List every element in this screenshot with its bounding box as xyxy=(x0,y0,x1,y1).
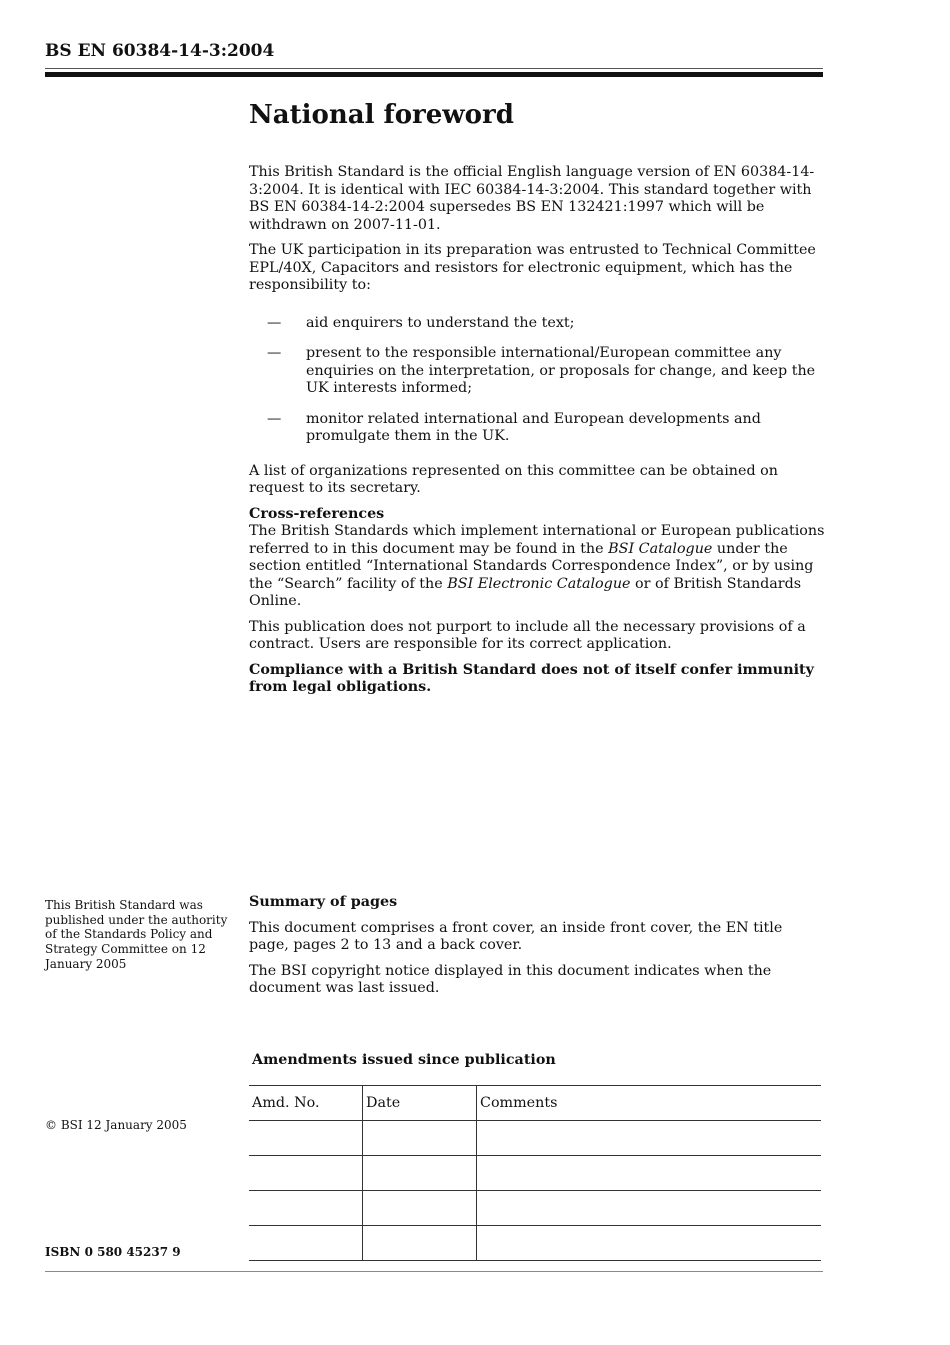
amendments-table xyxy=(249,1085,821,1261)
cross-references-paragraph xyxy=(249,523,825,611)
summary-section xyxy=(249,894,825,1006)
publication-note: This British Standard was published under the authority of the Standards Policy and Strategy Committee on 12 January 2005 xyxy=(45,898,228,971)
text-run: under the section entitled “International Standards Correspondence Index”, or by using the “Search” facility of the xyxy=(249,540,814,592)
list-item-text: monitor related international and European developments and promulgate them in the UK. xyxy=(306,410,761,444)
table-cell xyxy=(477,1226,822,1261)
table-cell xyxy=(363,1156,477,1191)
copyright-note: © BSI 12 January 2005 xyxy=(45,1118,187,1132)
list-item-text: aid enquirers to understand the text; xyxy=(306,314,575,331)
table-cell xyxy=(477,1156,822,1191)
bsi-electronic-catalogue-title: BSI Electronic Catalogue xyxy=(447,575,631,592)
foreword-paragraph: The UK participation in its preparation was entrusted to Technical Committee EPL/40X, Capacitors and resistors for electronic equipment, which has the responsibility to: xyxy=(249,242,816,293)
table-row xyxy=(249,1121,821,1156)
table-cell xyxy=(363,1226,477,1261)
column-header-comments: Comments xyxy=(477,1086,822,1121)
amendments-title: Amendments issued since publication xyxy=(252,1052,556,1068)
table-cell xyxy=(249,1121,363,1156)
summary-heading: Summary of pages xyxy=(249,894,398,910)
table-row xyxy=(249,1226,821,1261)
dash-bullet: — xyxy=(267,410,282,427)
table-header-row xyxy=(249,1086,821,1121)
table-cell xyxy=(249,1191,363,1226)
table-cell xyxy=(249,1226,363,1261)
table-cell xyxy=(477,1191,822,1226)
table-cell xyxy=(477,1121,822,1156)
list-item-text: present to the responsible international/European committee any enquiries on the interpretation, or proposals for change, and keep the UK interests informed; xyxy=(306,345,816,396)
page-title: National foreword xyxy=(249,100,514,130)
table-row xyxy=(249,1156,821,1191)
bsi-catalogue-title: BSI Catalogue xyxy=(608,540,713,557)
foreword-paragraph: This British Standard is the official English language version of EN 60384-14-3:2004. It is identical with IEC 60384-14-3:2004. This standard together with BS EN 60384-14-2:2004 supersedes BS EN 132421:1997 which will be withdrawn on 2007-11-01. xyxy=(249,164,815,233)
summary-paragraph: This document comprises a front cover, an inside front cover, the EN title page, pages 2 to 13 and a back cover. xyxy=(249,919,783,953)
compliance-statement: Compliance with a British Standard does not of itself confer immunity from legal obligations. xyxy=(249,661,814,695)
foreword-paragraph: A list of organizations represented on this committee can be obtained on request to its secretary. xyxy=(249,462,778,496)
text-run: or of British Standards Online. xyxy=(249,575,802,609)
footer-rule xyxy=(45,1271,823,1272)
table-cell xyxy=(363,1191,477,1226)
header-rule-thick xyxy=(45,72,823,77)
table-cell xyxy=(249,1156,363,1191)
list-item xyxy=(249,411,825,446)
column-header-date: Date xyxy=(363,1086,477,1121)
summary-paragraph: The BSI copyright notice displayed in this document indicates when the document was last issued. xyxy=(249,962,772,996)
list-item xyxy=(249,345,825,398)
isbn: ISBN 0 580 45237 9 xyxy=(45,1245,181,1259)
list-item xyxy=(249,315,825,333)
text-run: The British Standards which implement international or European publications referred to in this document may be found in the xyxy=(249,523,825,557)
header-rule-thin xyxy=(45,68,823,69)
document-id: BS EN 60384-14-3:2004 xyxy=(45,41,275,61)
dash-bullet: — xyxy=(267,314,282,331)
foreword-paragraph: This publication does not purport to include all the necessary provisions of a contract. Users are responsible for its correct application. xyxy=(249,618,806,652)
dash-bullet: — xyxy=(267,345,282,361)
foreword-body xyxy=(249,164,825,705)
table-row xyxy=(249,1191,821,1226)
column-header-amd-no: Amd. No. xyxy=(249,1086,363,1121)
table-cell xyxy=(363,1121,477,1156)
cross-references-heading: Cross-references xyxy=(249,505,385,522)
